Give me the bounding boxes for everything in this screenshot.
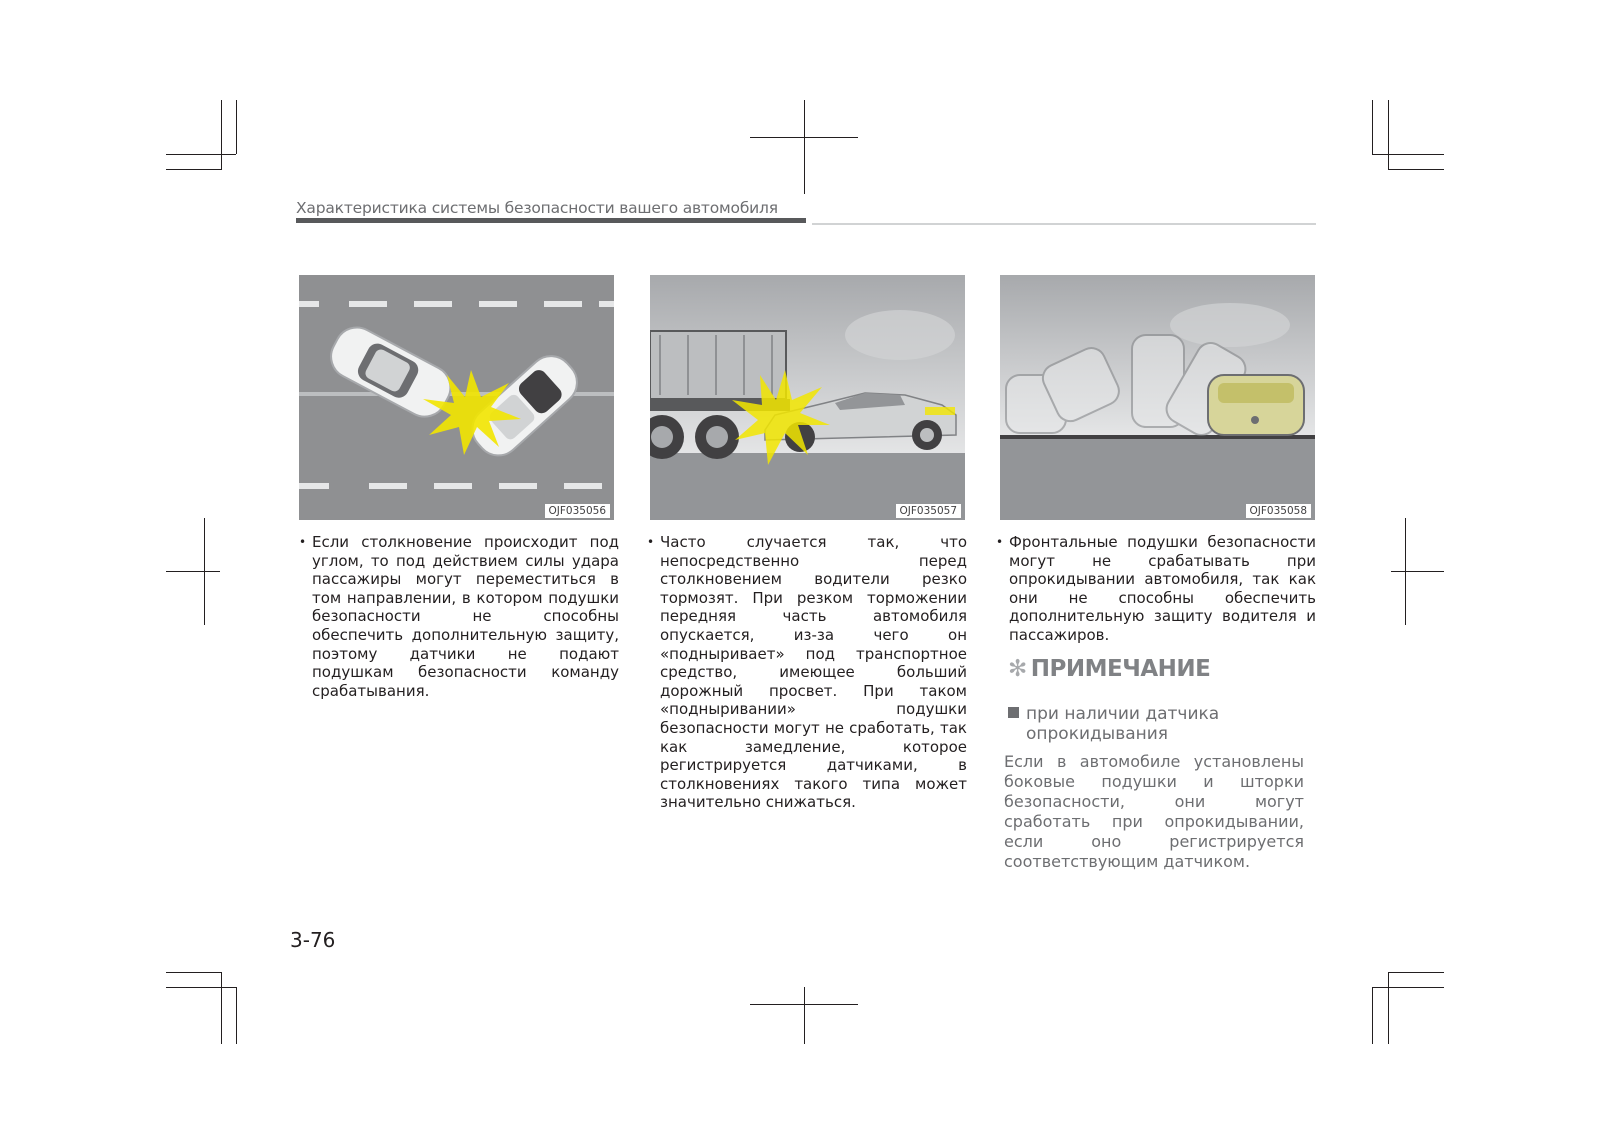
- square-bullet-icon: [1008, 707, 1019, 718]
- column-2: [647, 533, 967, 812]
- figure-rollover: [1000, 275, 1315, 520]
- figure-code: OJF035058: [1246, 504, 1311, 518]
- header-rule-dark: [296, 218, 806, 223]
- paragraph-text: Часто случается так, что непосредственно перед столкновением водители резко тормозят. При резком торможении передняя часть автомобиля опускается, из-за чего он «подныривает» под транспортное средство, имеющее больший дорожный просвет. При таком «подныривании» подушки безопасности могут не сработать, так как замедление, которое регистрируется датчиками, в столкновениях такого типа может значительно снижаться.: [660, 533, 967, 812]
- column-1: [299, 533, 619, 700]
- header-rule-light: [812, 223, 1316, 225]
- column-3: [996, 533, 1316, 645]
- figure-angle-collision: [299, 275, 614, 520]
- figure-code: OJF035056: [545, 504, 610, 518]
- figure-truck-underride: [650, 275, 965, 520]
- page-number: 3-76: [290, 928, 336, 952]
- truck-underride-illustration: [650, 275, 965, 520]
- bullet-paragraph: [299, 533, 619, 700]
- paragraph-text: Фронтальные подушки безопасности могут не срабатывать при опрокидывании автомобиля, так как они не способны обеспечить дополнительную защиту водителя и пассажиров.: [1009, 533, 1316, 644]
- bullet-paragraph: [647, 533, 967, 812]
- note-subheading: [1008, 704, 1308, 744]
- running-header-title: Характеристика системы безопасности вашего автомобиля: [296, 199, 778, 217]
- asterisk-icon: ✻: [1008, 656, 1027, 682]
- angle-collision-illustration: [299, 275, 614, 520]
- note-subheading-text: при наличии датчика опрокидывания: [1026, 704, 1220, 744]
- rollover-illustration: [1000, 275, 1315, 520]
- note-heading: [1008, 656, 1210, 682]
- paragraph-text: Если столкновение происходит под углом, то под действием силы удара пассажиры могут переместиться в том направлении, в котором подушки безопасности не способны обеспечить дополнительную защиту, поэтому датчики не подают подушкам безопасности команду срабатывания.: [312, 533, 619, 700]
- bullet-paragraph: [996, 533, 1316, 645]
- bullet-icon: •: [647, 535, 655, 549]
- note-heading-text: ПРИМЕЧАНИЕ: [1030, 656, 1211, 682]
- note-body: Если в автомобиле установлены боковые подушки и шторки безопасности, они могут сработать при опрокидывании, если оно регистрируется соответствующим датчиком.: [1004, 752, 1304, 871]
- bullet-icon: •: [996, 535, 1004, 549]
- figure-code: OJF035057: [896, 504, 961, 518]
- bullet-icon: •: [299, 535, 307, 549]
